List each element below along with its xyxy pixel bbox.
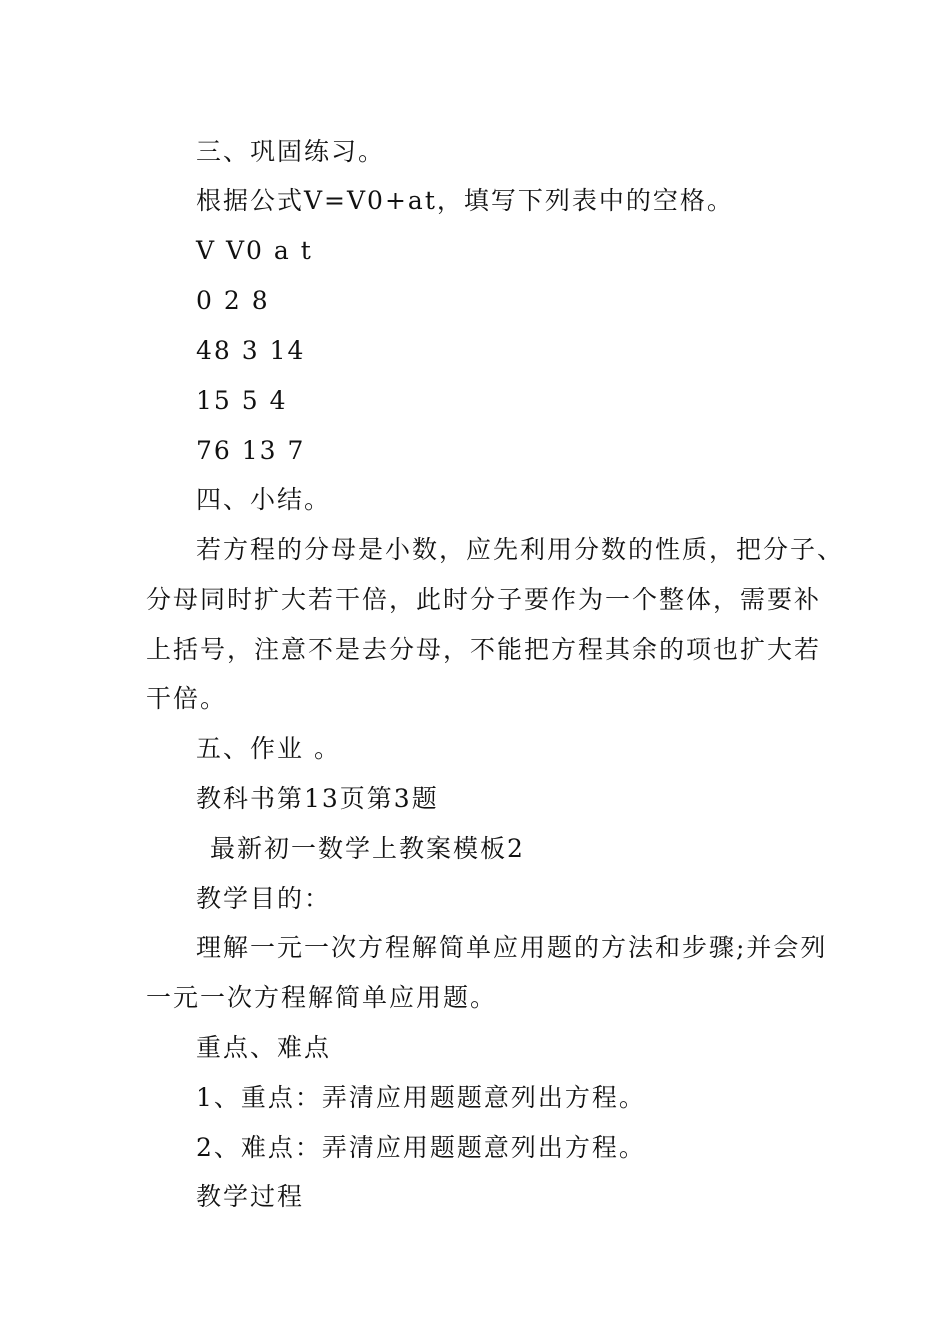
homework-text: 教科书第13页第3题 bbox=[196, 784, 439, 813]
table-row: 76 13 7 bbox=[196, 436, 306, 465]
table-row: 15 5 4 bbox=[196, 386, 288, 415]
table-row: 48 3 14 bbox=[196, 336, 306, 365]
difficult-point-item: 2、难点：弄清应用题题意列出方程。 bbox=[196, 1133, 646, 1162]
table-header-row: V V0 a t bbox=[196, 236, 313, 265]
section-heading-summary: 四、小结。 bbox=[196, 485, 332, 514]
summary-paragraph-line: 干倍。 bbox=[146, 684, 228, 713]
key-point-item: 1、重点：弄清应用题题意列出方程。 bbox=[196, 1083, 646, 1112]
section-heading-consolidation: 三、巩固练习。 bbox=[196, 137, 386, 166]
summary-paragraph-line: 上括号，注意不是去分母，不能把方程其余的项也扩大若 bbox=[146, 635, 822, 664]
teaching-process-heading: 教学过程 bbox=[196, 1182, 305, 1211]
summary-paragraph-line: 若方程的分母是小数，应先利用分数的性质，把分子、 bbox=[196, 535, 845, 564]
section-heading-homework: 五、作业 。 bbox=[196, 734, 341, 763]
key-points-heading: 重点、难点 bbox=[196, 1033, 332, 1062]
objectives-paragraph-line: 理解一元一次方程解简单应用题的方法和步骤;并会列 bbox=[196, 933, 828, 962]
lesson-plan-title: 最新初一数学上教案模板2 bbox=[210, 834, 525, 863]
table-row: 0 2 8 bbox=[196, 286, 270, 315]
exercise-instruction: 根据公式V=V0+at，填写下列表中的空格。 bbox=[196, 186, 734, 215]
objectives-heading: 教学目的： bbox=[196, 884, 332, 913]
summary-paragraph-line: 分母同时扩大若干倍，此时分子要作为一个整体，需要补 bbox=[146, 585, 822, 614]
objectives-paragraph-line: 一元一次方程解简单应用题。 bbox=[146, 983, 498, 1012]
